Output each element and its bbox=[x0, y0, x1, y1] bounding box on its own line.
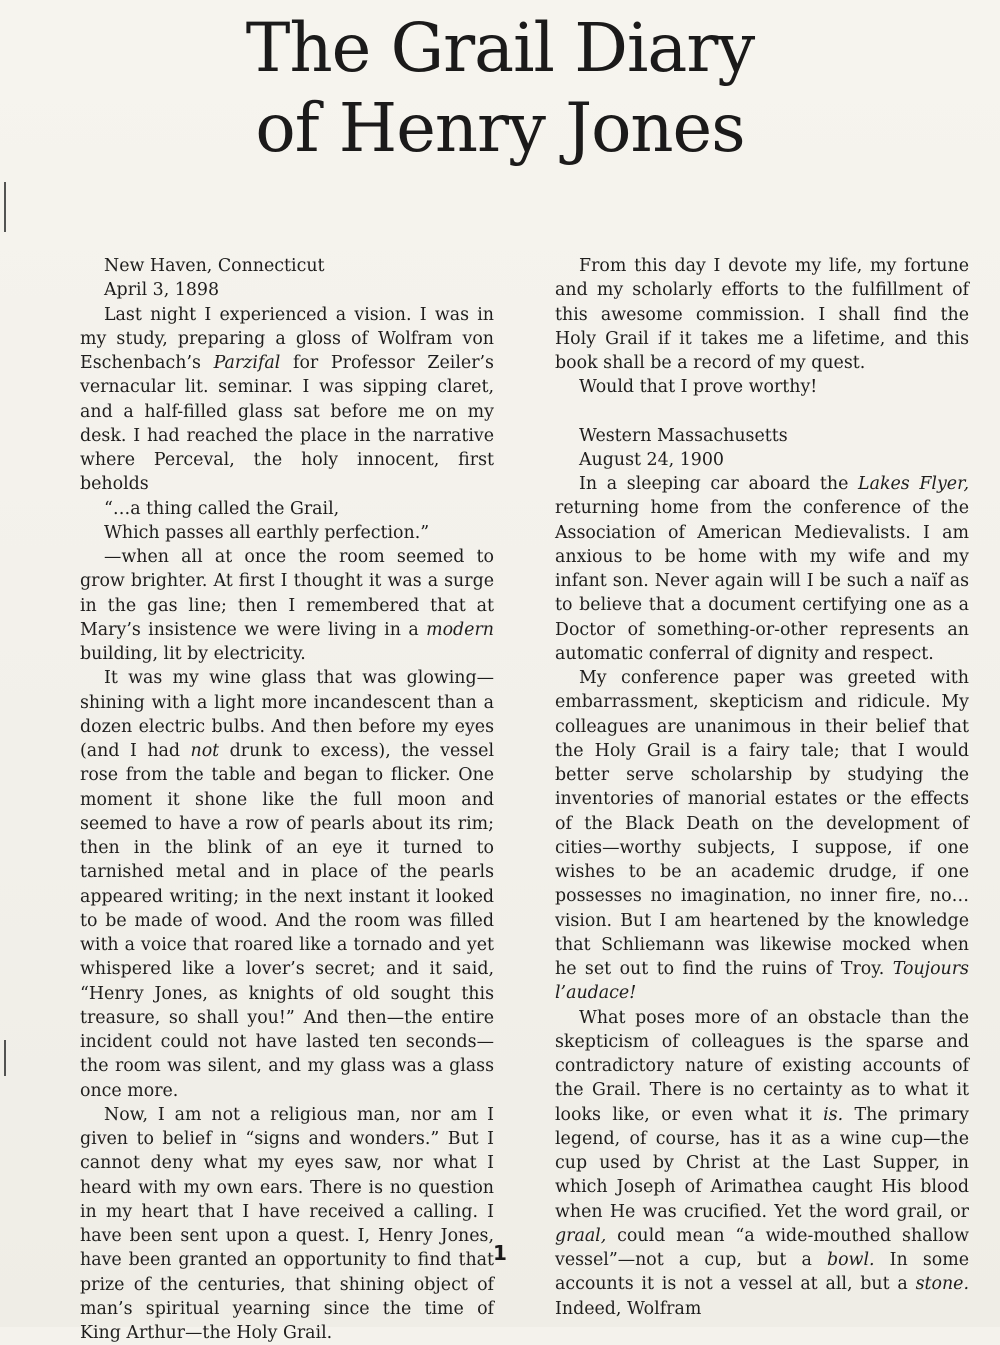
entry-date: April 3, 1898 bbox=[104, 280, 220, 301]
page-number: 1 bbox=[493, 1241, 507, 1265]
entry-spacer bbox=[555, 400, 969, 424]
entry-date: August 24, 1900 bbox=[579, 449, 724, 470]
paragraph: My conference paper was greeted with embarrassment, skepticism and ridicule. My colleagues are unanimous in their belief that the Holy Grail is a fairy tale; that I would better serve scholarship by studying the inventories of manorial estates or the effects of the Black Death on the development of cities—worthy subjects, I suppose, if one wishes to be an academic drudge, if one possesses no imagination, no inner fire, no…vision. But I am heartened by the knowledge that Schliemann was likewise mocked when he set out to find the ruins of Troy. Toujours l’audace! bbox=[555, 668, 969, 1004]
left-column bbox=[80, 254, 494, 1345]
page-title bbox=[0, 8, 1000, 168]
title-line-2: of Henry Jones bbox=[255, 89, 745, 167]
verse-quote-line: “…a thing called the Grail, bbox=[104, 498, 340, 519]
paragraph: What poses more of an obstacle than the skepticism of colleagues is the sparse and contradictory nature of existing accounts of the Grail. There is no certainty as to what it looks like, or even what it is. The primary legend, of course, has it as a wine cup—the cup used by Christ at the Last Supper, in which Joseph of Arimathea caught His blood when He was crucified. Yet the word grail, or graal, could mean “a wide-mouthed shallow vessel”—not a cup, but a bowl. In some accounts it is not a vessel at all, but a stone. Indeed, Wolfram bbox=[555, 1007, 969, 1319]
binding-mark bbox=[4, 1040, 6, 1076]
binding-mark bbox=[4, 182, 6, 232]
right-column bbox=[555, 254, 969, 1321]
entry-location: New Haven, Connecticut bbox=[104, 256, 325, 276]
paragraph: Now, I am not a religious man, nor am I given to belief in “signs and wonders.” But I cannot deny what my eyes saw, nor what I heard with my own ears. There is no question in my heart that I have received a calling. I have been sent upon a quest. I, Henry Jones, have been granted an opportunity to find that prize of the centuries, that shining object of man’s spiritual yearning since the time of King Arthur—the Holy Grail. bbox=[80, 1104, 494, 1343]
paragraph: Would that I prove worthy! bbox=[579, 377, 818, 398]
paragraph: Last night I experienced a vision. I was in my study, preparing a gloss of Wolfram von Eschenbach’s Parzifal for Professor Zeiler’s vernacular lit. seminar. I was sipping claret, and a half-filled glass sat before me on my desk. I had reached the place in the narrative where Perceval, the holy innocent, first beholds bbox=[80, 304, 494, 495]
title-line-1: The Grail Diary bbox=[245, 9, 755, 87]
paragraph: In a sleeping car aboard the Lakes Flyer, returning home from the conference of the Association of American Medievalists. I am anxious to be home with my wife and my infant son. Never again will I be such a naïf as to believe that a document certifying one as a Doctor of something-or-other represents an automatic conferral of dignity and respect. bbox=[555, 474, 970, 664]
paragraph: It was my wine glass that was glowing—shining with a light more incandescent than a dozen electric bulbs. And then before my eyes (and I had not drunk to excess), the vessel rose from the table and began to flicker. One moment it shone like the full moon and seemed to have a row of pearls about its rim; then in the blink of an eye it turned to tarnished metal and in place of the pearls appeared writing; in the next instant it looked to be made of wood. And the room was filled with a voice that roared like a tornado and yet whispered like a lover’s secret; and it said, “Henry Jones, as knights of old sought this treasure, so shall you!” And then—the entire incident could not have lasted ten seconds—the room was silent, and my glass was a glass once more. bbox=[80, 668, 495, 1101]
entry-location: Western Massachusetts bbox=[579, 425, 788, 446]
paragraph: From this day I devote my life, my fortune and my scholarly efforts to the fulfillment of this awesome commission. I shall find the Holy Grail if it takes me a lifetime, and this book shall be a record of my quest. bbox=[555, 256, 969, 373]
paragraph: —when all at once the room seemed to grow brighter. At first I thought it was a surge in the gas line; then I remembered that at Mary’s insistence we were living in a modern building, lit by electricity. bbox=[80, 547, 494, 664]
verse-quote-line: Which passes all earthly perfection.” bbox=[104, 522, 430, 543]
